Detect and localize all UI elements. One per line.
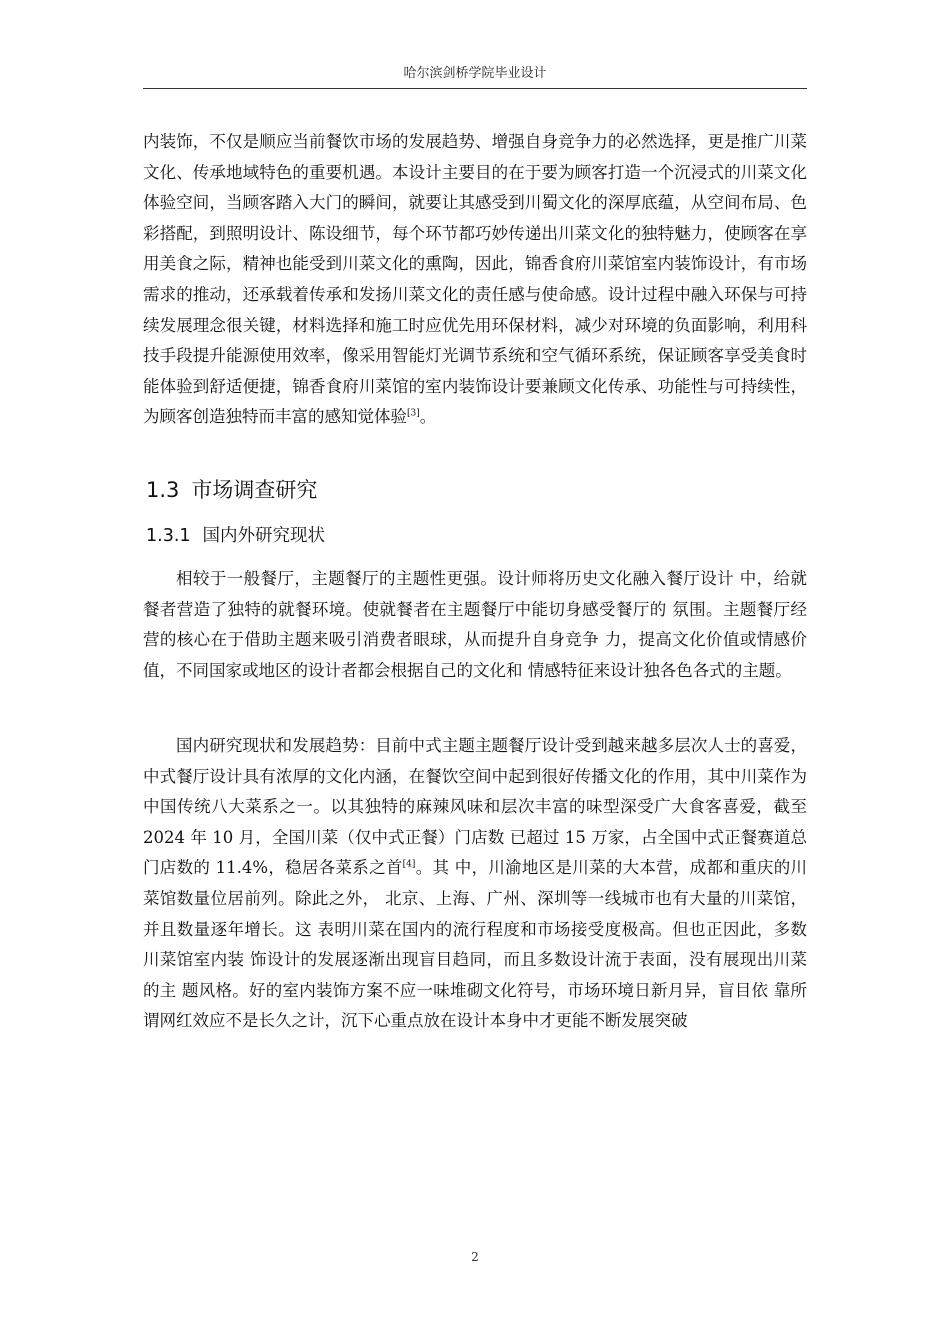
page-number: 2 <box>471 1250 479 1264</box>
subsection-title: 国内外研究现状 <box>202 526 326 546</box>
section-title: 市场调查研究 <box>191 478 318 502</box>
paragraph-intro-continued <box>143 127 807 433</box>
paragraph-tail: 。 <box>419 407 437 427</box>
header-title: 哈尔滨剑桥学院毕业设计 <box>403 66 547 81</box>
section-heading-1-3 <box>146 474 317 506</box>
subsection-heading-1-3-1 <box>146 521 325 551</box>
paragraph-text: 内装饰，不仅是顺应当前餐饮市场的发展趋势、增强自身竞争力的必然选择，更是推广川菜文化、传承地域特色的重要机遇。本设计主要目的在于要为顾客打造一个沉浸式的川菜文化体验空间，当顾客踏入大门的瞬间，就要让其感受到川蜀文化的深厚底蕴，从空间布局、色彩搭配，到照明设计、陈设细节，每个环节都巧妙传递出川菜文化的独特魅力，使顾客在享用美食之际，精神也能受到川菜文化的熏陶，因此，锦香食府川菜馆室内装饰设计，有市场需求的推动，还承载着传承和发扬川菜文化的责任感与使命感。设计过程中融入环保与可持续发展理念很关键，材料选择和施工时应优先用环保材料，减少对环境的负面影响，利用科技手段提升能源使用效率，像采用智能灯光调节系统和空气循环系统，保证顾客享受美食时能体验到舒适便捷，锦香食府川菜馆的室内装饰设计要兼顾文化传承、功能性与可持续性，为顾客创造独特而丰富的感知觉体验 <box>143 132 807 427</box>
header-divider <box>143 88 807 89</box>
page-header <box>143 64 807 84</box>
section-number: 1.3 <box>146 478 180 502</box>
paragraph-text-before: 国内研究现状和发展趋势：目前中式主题主题餐厅设计受到越来越多层次人士的喜爱，中式餐厅设计具有浓厚的文化内涵，在餐饮空间中起到很好传播文化的作用，其中川菜作为中国传统八大菜系之一。以其独特的麻辣风味和层次丰富的味型深受广大食客喜爱，截至 2024 年 10 月，全国川菜（仅中式正餐）门店数 已超过 15 万家，占全国中式正餐赛道总门店数的 11.4%，稳居各菜系之首 <box>143 736 807 878</box>
paragraph-theme-restaurant <box>143 564 807 686</box>
paragraph-domestic-research <box>143 731 807 1037</box>
citation-ref-3: [3] <box>407 408 420 419</box>
paragraph-text-after: 。其 中，川渝地区是川菜的大本营，成都和重庆的川菜馆数量位居前列。除此之外， 北京、上海、广州、深圳等一线城市也有大量的川菜馆，并且数量逐年增长。这 表明川菜在国内的流行程度和市场接受度极高。但也正因此，多数川菜馆室内装 饰设计的发展逐渐出现盲目趋同，而且多数设计流于表面，没有展现出川菜的主 题风格。好的室内装饰方案不应一味堆砌文化符号，市场环境日新月异，盲目依 靠所谓网红效应不是长久之计，沉下心重点放在设计本身中才更能不断发展突破 <box>143 858 807 1031</box>
subsection-number: 1.3.1 <box>146 526 191 546</box>
citation-ref-4: [4] <box>402 859 416 870</box>
paragraph-text: 相较于一般餐厅，主题餐厅的主题性更强。设计师将历史文化融入餐厅设计 中，给就餐者营造了独特的就餐环境。使就餐者在主题餐厅中能切身感受餐厅的 氛围。主题餐厅经营的核心在于借助主题来吸引消费者眼球，从而提升自身竞争 力，提高文化价值或情感价值，不同国家或地区的设计者都会根据自己的文化和 情感特征来设计独各色各式的主题。 <box>143 569 807 680</box>
